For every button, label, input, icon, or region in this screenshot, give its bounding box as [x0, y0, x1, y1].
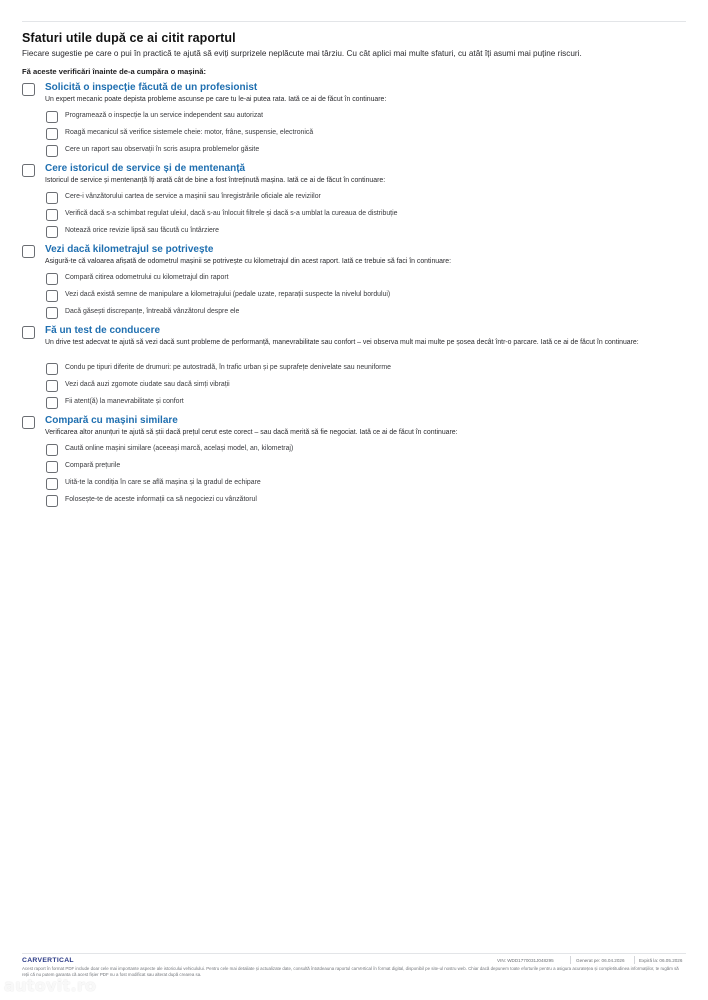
page-title: Sfaturi utile după ce ai citit raportul — [22, 31, 236, 45]
section-checkbox[interactable] — [22, 164, 35, 177]
watermark: autovit.ro — [4, 976, 97, 995]
item-checkbox[interactable] — [46, 226, 58, 238]
item-label: Folosește-te de aceste informații ca să negociezi cu vânzătorul — [65, 496, 257, 503]
expiry-date: Expiră la: 06.05.2026 — [639, 958, 683, 963]
section-title: Compară cu mașini similare — [45, 415, 178, 426]
item-checkbox[interactable] — [46, 478, 58, 490]
item-checkbox[interactable] — [46, 495, 58, 507]
section-checkbox[interactable] — [22, 326, 35, 339]
item-checkbox[interactable] — [46, 397, 58, 409]
item-label: Verifică dacă s-a schimbat regulat uleiul, dacă s-au înlocuit filtrele și dacă s-a umblat la cureaua de distribuție — [65, 210, 398, 217]
item-checkbox[interactable] — [46, 380, 58, 392]
footer-separator — [634, 956, 635, 964]
vin-label: VIN: WDD1770031J048295 — [497, 958, 554, 963]
checklist-lead: Fă aceste verificări înainte de-a cumpăra o mașină: — [22, 67, 207, 76]
section-description: Asigură-te că valoarea afișată de odometrul mașinii se potrivește cu kilometrajul din acest raport. Iată ce trebuie să faci în continuare: — [45, 258, 451, 265]
section-description: Un drive test adecvat te ajută să vezi dacă sunt probleme de performanță, manevrabilitate sau confort – vei observa mult mai multe pe șosea decât într-o parcare. Iată ce ai de făcut în continuare: — [45, 339, 639, 346]
footer-separator — [570, 956, 571, 964]
item-label: Caută online mașini similare (aceeași marcă, același model, an, kilometraj) — [65, 445, 294, 452]
section-title: Vezi dacă kilometrajul se potrivește — [45, 244, 214, 255]
item-checkbox[interactable] — [46, 363, 58, 375]
intro-text: Fiecare sugestie pe care o pui în practică te ajută să eviți surprizele neplăcute mai târziu. Cu cât aplici mai multe sfaturi, cu atât îți asumi mai puține riscuri. — [22, 49, 582, 58]
generated-date: Generat pe: 06.04.2026 — [576, 958, 625, 963]
item-checkbox[interactable] — [46, 145, 58, 157]
item-checkbox[interactable] — [46, 209, 58, 221]
item-label: Roagă mecanicul să verifice sistemele cheie: motor, frâne, suspensie, electronică — [65, 129, 314, 136]
item-label: Cere un raport sau observații în scris asupra problemelor găsite — [65, 146, 260, 153]
item-label: Cere-i vânzătorului cartea de service a mașinii sau înregistrările oficiale ale reviziilor — [65, 193, 321, 200]
item-label: Uită-te la condiția în care se află mașina și la gradul de echipare — [65, 479, 261, 486]
item-checkbox[interactable] — [46, 444, 58, 456]
section-checkbox[interactable] — [22, 83, 35, 96]
item-label: Programează o inspecție la un service independent sau autorizat — [65, 112, 264, 119]
item-checkbox[interactable] — [46, 307, 58, 319]
item-label: Compară prețurile — [65, 462, 121, 469]
item-checkbox[interactable] — [46, 128, 58, 140]
item-checkbox[interactable] — [46, 111, 58, 123]
item-label: Vezi dacă auzi zgomote ciudate sau dacă simți vibrații — [65, 381, 230, 388]
section-title: Cere istoricul de service și de mentenanță — [45, 163, 246, 174]
item-checkbox[interactable] — [46, 273, 58, 285]
section-title: Fă un test de conducere — [45, 325, 161, 336]
brand-logo: CARVERTICAL — [22, 957, 74, 964]
item-label: Condu pe tipuri diferite de drumuri: pe autostradă, în trafic urban și pe suprafețe denivelate sau neuniforme — [65, 364, 391, 371]
section-checkbox[interactable] — [22, 245, 35, 258]
footer-disclaimer: Acest raport în format PDF include doar cele mai importante aspecte ale istoricului vehiculului. Pentru cele mai detaliate și actualizate date, consultă întotdeauna raportul carVertical în format digital, disponibil pe site-ul nostru web. Chiar dacă depunem toate eforturile pentru a asigura acuratețea și completitudinea informațiilor, te rugăm să reții că nu putem garanta că acest fișier PDF nu a fost modificat sau alterat după crearea sa. — [22, 966, 679, 977]
item-label: Vezi dacă există semne de manipulare a kilometrajului (pedale uzate, reparații suspecte la nivelul bordului) — [65, 291, 391, 298]
item-label: Dacă găsești discrepanțe, întreabă vânzătorul despre ele — [65, 308, 240, 315]
item-checkbox[interactable] — [46, 461, 58, 473]
section-description: Un expert mecanic poate depista probleme ascunse pe care tu le-ai putea rata. Iată ce ai de făcut în continuare: — [45, 96, 387, 103]
item-label: Compară citirea odometrului cu kilometrajul din raport — [65, 274, 229, 281]
section-checkbox[interactable] — [22, 416, 35, 429]
footer-divider — [22, 953, 686, 954]
section-description: Istoricul de service și mentenanță îți arată cât de bine a fost întreținută mașina. Iată ce ai de făcut în continuare: — [45, 177, 386, 184]
item-checkbox[interactable] — [46, 192, 58, 204]
section-description: Verificarea altor anunțuri te ajută să știi dacă prețul cerut este corect – sau dacă merită să fie negociat. Iată ce ai de făcut în continuare: — [45, 429, 458, 436]
item-checkbox[interactable] — [46, 290, 58, 302]
top-divider — [22, 21, 686, 22]
item-label: Notează orice revizie lipsă sau făcută cu întârziere — [65, 227, 219, 234]
item-label: Fii atent(ă) la manevrabilitate și confort — [65, 398, 184, 405]
section-title: Solicită o inspecție făcută de un profesionist — [45, 82, 258, 93]
